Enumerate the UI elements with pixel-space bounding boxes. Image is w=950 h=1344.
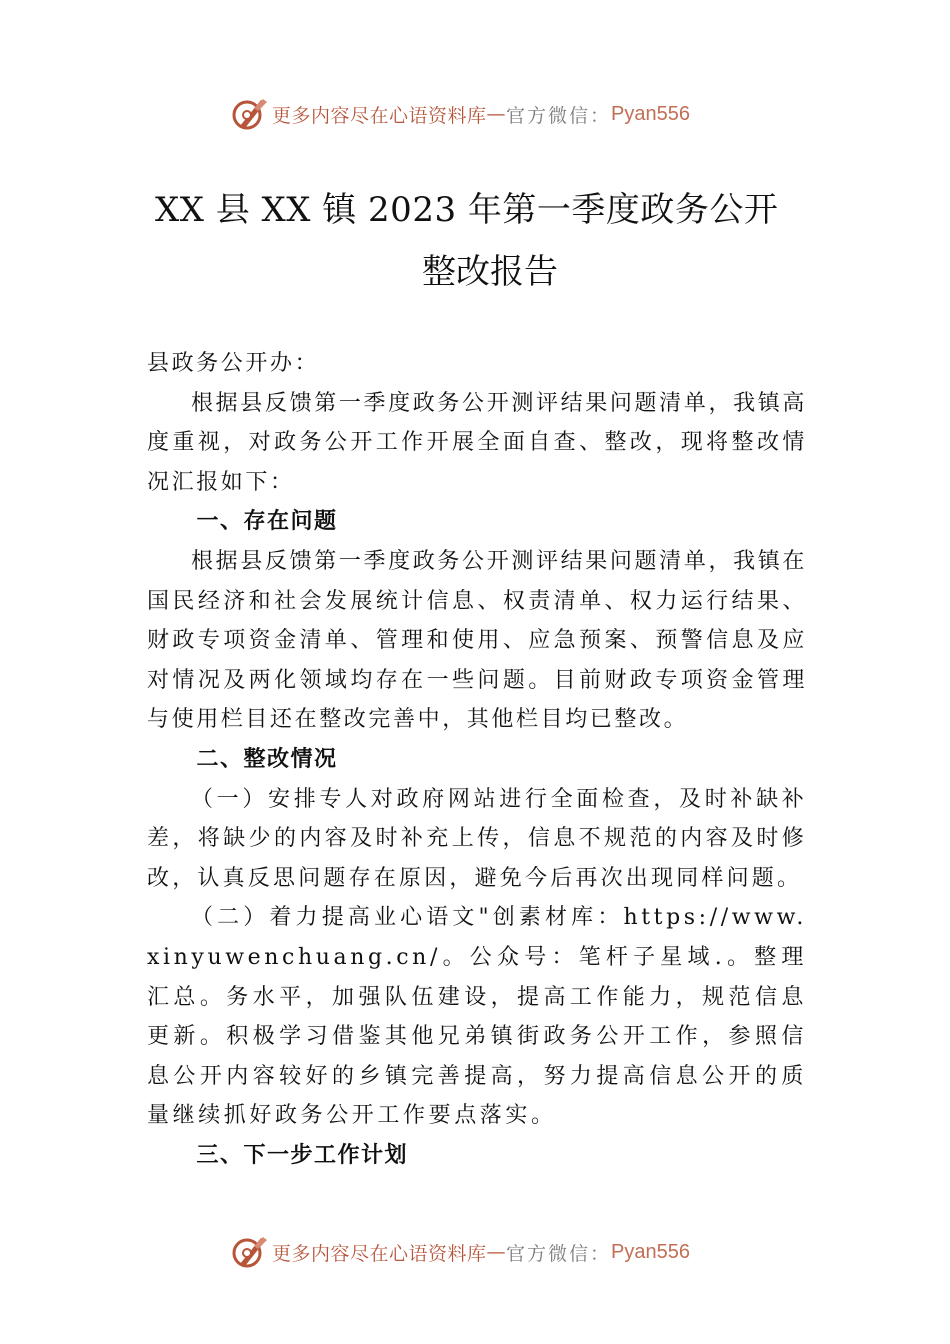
- section2-item1-paragraph: （一）安排专人对政府网站进行全面检查，及时补缺补差，将缺少的内容及时补充上传，信息不规范的内容及时修改，认真反思问题存在原因，避免今后再次出现同样问题。: [147, 786, 807, 891]
- section2-item2-paragraph: （二）着力提高业心语文"创素材库：https://www.xinyuwenchuang.cn/。公众号：笔杆子星域.。整理汇总。务水平，加强队伍建设，提高工作能力，规范信息更新。积极学习借鉴其他兄弟镇街政务公开工作，参照信息公开内容较好的乡镇完善提高，努力提高信息公开的质量继续抓好政务公开工作要点落实。: [147, 905, 807, 1129]
- document-title-line1: XX 县 XX 镇 2023 年第一季度政务公开: [155, 190, 779, 230]
- watermark-separator: —: [486, 103, 507, 125]
- watermark-wechat-label: 官方微信：: [506, 1242, 612, 1265]
- document-body: [147, 344, 807, 1175]
- watermark-wechat-id: Pyan556: [611, 1240, 690, 1263]
- watermark-text: 更多内容尽在心语资料库: [272, 1242, 487, 1265]
- salutation: 县政务公开办：: [147, 351, 320, 376]
- watermark-separator: —: [486, 1241, 507, 1263]
- section1-heading: 一、存在问题: [196, 509, 338, 535]
- intro-paragraph: 根据县反馈第一季度政务公开测评结果问题清单，我镇高度重视，对政务公开工作开展全面自查、整改，现将整改情况汇报如下：: [147, 390, 807, 495]
- watermark-text: 更多内容尽在心语资料库: [272, 104, 487, 127]
- quill-pen-logo-icon: [230, 1232, 270, 1272]
- document-title-line2: 整改报告: [422, 252, 558, 292]
- section1-paragraph: 根据县反馈第一季度政务公开测评结果问题清单，我镇在国民经济和社会发展统计信息、权责清单、权力运行结果、财政专项资金清单、管理和使用、应急预案、预警信息及应对情况及两化领域均存在一些问题。目前财政专项资金管理与使用栏目还在整改完善中，其他栏目均已整改。: [147, 548, 807, 733]
- section2-heading: 二、整改情况: [196, 746, 338, 772]
- section3-heading: 三、下一步工作计划: [196, 1142, 409, 1168]
- watermark-wechat-id: Pyan556: [611, 102, 690, 125]
- watermark-banner-bottom: [230, 1230, 750, 1274]
- watermark-wechat-label: 官方微信：: [506, 104, 612, 127]
- watermark-banner-top: [230, 92, 750, 136]
- quill-pen-logo-icon: [230, 94, 270, 134]
